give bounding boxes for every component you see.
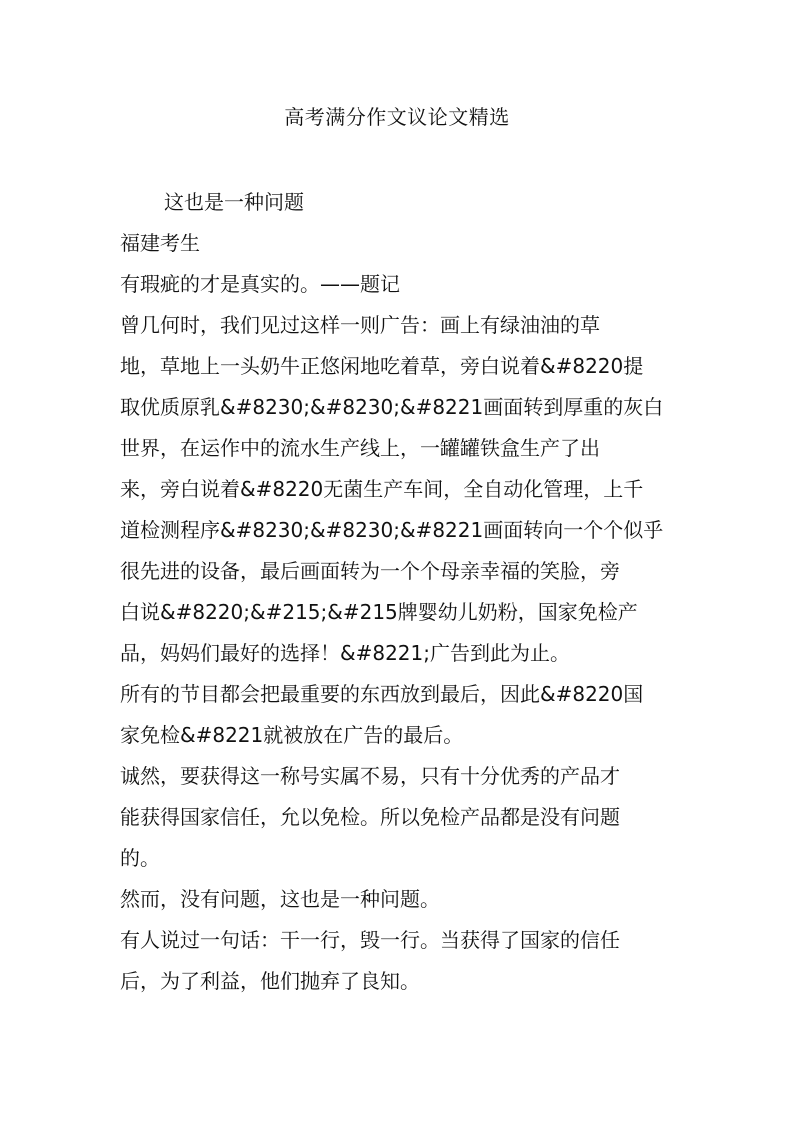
text-line: 的。 [120, 846, 160, 870]
text-line: 道检测程序&#8230;&#8230;&#8221画面转向一个个似乎 [120, 518, 664, 542]
text-line: 诚然，要获得这一称号实属不易，只有十分优秀的产品才 [120, 764, 620, 788]
text-line: 来，旁白说着&#8220无菌生产车间，全自动化管理，上千 [120, 477, 644, 501]
text-line: 后，为了利益，他们抛弃了良知。 [120, 969, 420, 993]
essay-heading: 这也是一种问题 [164, 190, 304, 214]
document-body [120, 182, 670, 1002]
document-title: 高考满分作文议论文精选 [284, 105, 510, 129]
text-line: 所有的节目都会把最重要的东西放到最后，因此&#8220国 [120, 682, 644, 706]
text-line: 家免检&#8221就被放在广告的最后。 [120, 723, 464, 747]
text-line: 品，妈妈们最好的选择！&#8221;广告到此为止。 [120, 641, 570, 665]
text-line: 然而，没有问题，这也是一种问题。 [120, 887, 440, 911]
text-line: 很先进的设备，最后画面转为一个个母亲幸福的笑脸，旁 [120, 559, 620, 583]
text-line: 白说&#8220;&#215;&#215牌婴幼儿奶粉，国家免检产 [120, 600, 638, 624]
text-line: 地，草地上一头奶牛正悠闲地吃着草，旁白说着&#8220提 [120, 354, 644, 378]
text-line: 能获得国家信任，允以免检。所以免检产品都是没有问题 [120, 805, 620, 829]
author-line: 福建考生 [120, 231, 200, 255]
text-line: 有人说过一句话：干一行，毁一行。当获得了国家的信任 [120, 928, 620, 952]
epigraph-line: 有瑕疵的才是真实的。——题记 [120, 272, 400, 296]
text-line: 取优质原乳&#8230;&#8230;&#8221画面转到厚重的灰白 [120, 395, 664, 419]
text-line: 世界，在运作中的流水生产线上，一罐罐铁盒生产了出 [120, 436, 600, 460]
text-line: 曾几何时，我们见过这样一则广告：画上有绿油油的草 [120, 313, 600, 337]
